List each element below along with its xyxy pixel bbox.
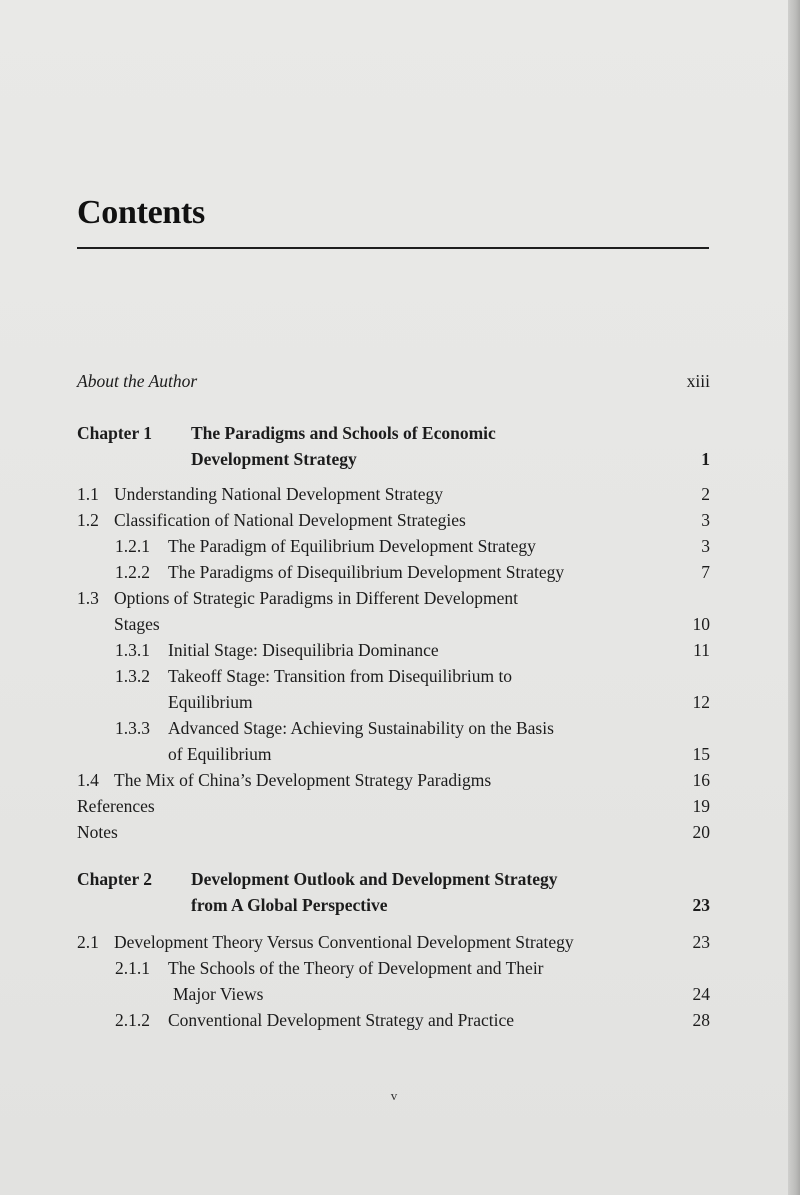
subsection-number: 1.3.2: [115, 666, 150, 686]
chapter-label: Chapter 1: [77, 423, 153, 443]
toc-page-number: xiii: [686, 371, 710, 391]
toc-page-number: 24: [692, 984, 710, 1004]
page-edge: [788, 0, 800, 1195]
toc-page-number: 23: [692, 932, 710, 952]
toc-page-number: 3: [701, 510, 710, 530]
chapter-title-continued: from A Global Perspective: [191, 895, 388, 915]
section-number: 1.4: [77, 770, 99, 790]
toc-subsection-1-3-2-line1[interactable]: [77, 663, 710, 689]
toc-entry-about-author[interactable]: [77, 368, 710, 394]
toc-chapter-1-line1[interactable]: [77, 420, 710, 446]
section-title: Understanding National Development Strategy: [114, 484, 444, 504]
page-title: Contents: [77, 194, 205, 231]
title-rule: [77, 247, 709, 249]
toc-page-number: 3: [701, 536, 710, 556]
section-number: 1.2: [77, 510, 99, 530]
toc-section-1-4[interactable]: [77, 767, 710, 793]
toc-subsection-2-1-1-line1[interactable]: [77, 955, 710, 981]
toc-entry-references[interactable]: [77, 793, 710, 819]
subsection-number: 2.1.2: [115, 1010, 150, 1030]
subsection-title: Initial Stage: Disequilibria Dominance: [168, 640, 439, 660]
toc-entry-label: Notes: [77, 822, 118, 842]
toc-page-number: 23: [692, 895, 710, 915]
toc-subsection-1-2-2[interactable]: [77, 559, 710, 585]
toc-subsection-2-1-2[interactable]: [77, 1007, 710, 1033]
toc-page-number: 16: [692, 770, 710, 790]
section-number: 2.1: [77, 932, 99, 952]
toc-subsection-1-3-1[interactable]: [77, 637, 710, 663]
toc-chapter-2-line2[interactable]: [77, 892, 710, 918]
subsection-title: The Schools of the Theory of Development and Their: [168, 958, 544, 978]
chapter-title: The Paradigms and Schools of Economic: [191, 423, 496, 443]
toc-section-1-3-line1[interactable]: [77, 585, 710, 611]
toc-page-number: 10: [692, 614, 710, 634]
subsection-title: Advanced Stage: Achieving Sustainability on the Basis: [168, 718, 554, 738]
subsection-title-continued: Major Views: [173, 984, 264, 1004]
subsection-number: 1.3.3: [115, 718, 150, 738]
toc-page-number: 19: [692, 796, 710, 816]
section-number: 1.3: [77, 588, 99, 608]
toc-subsection-1-2-1[interactable]: [77, 533, 710, 559]
section-number: 1.1: [77, 484, 99, 504]
section-title: Development Theory Versus Conventional Development Strategy: [114, 932, 574, 952]
toc-subsection-1-3-3-line1[interactable]: [77, 715, 710, 741]
toc-section-2-1[interactable]: [77, 929, 710, 955]
subsection-number: 1.2.1: [115, 536, 150, 556]
toc-chapter-2-line1[interactable]: [77, 866, 710, 892]
chapter-title-continued: Development Strategy: [191, 449, 357, 469]
toc-entry-label: About the Author: [77, 371, 198, 391]
toc-entry-label: References: [77, 796, 155, 816]
toc-page-number: 12: [692, 692, 710, 712]
toc-subsection-1-3-2-line2[interactable]: [77, 689, 710, 715]
toc-chapter-1-line2[interactable]: [77, 446, 710, 472]
toc-page-number: 2: [701, 484, 710, 504]
subsection-title: The Paradigms of Disequilibrium Development Strategy: [168, 562, 565, 582]
subsection-title: Takeoff Stage: Transition from Disequilibrium to: [168, 666, 513, 686]
subsection-title-continued: Equilibrium: [168, 692, 253, 712]
section-title: Options of Strategic Paradigms in Different Development: [114, 588, 519, 608]
toc-page-number: 1: [701, 449, 710, 469]
toc-page-number: 15: [692, 744, 710, 764]
chapter-title: Development Outlook and Development Strategy: [191, 869, 558, 889]
toc-page-number: 11: [693, 640, 710, 660]
subsection-number: 1.2.2: [115, 562, 150, 582]
subsection-title: The Paradigm of Equilibrium Development Strategy: [168, 536, 536, 556]
subsection-title-continued: of Equilibrium: [168, 744, 272, 764]
page-folio: v: [390, 1088, 398, 1103]
toc-page-number: 7: [701, 562, 710, 582]
toc-page-number: 28: [692, 1010, 710, 1030]
toc-subsection-1-3-3-line2[interactable]: [77, 741, 710, 767]
chapter-label: Chapter 2: [77, 869, 153, 889]
subsection-title: Conventional Development Strategy and Practice: [168, 1010, 515, 1030]
subsection-number: 1.3.1: [115, 640, 150, 660]
section-title-continued: Stages: [114, 614, 160, 634]
toc-section-1-3-line2[interactable]: [77, 611, 710, 637]
toc-page-number: 20: [692, 822, 710, 842]
section-title: Classification of National Development Strategies: [114, 510, 466, 530]
toc-entry-notes[interactable]: [77, 819, 710, 845]
toc-subsection-2-1-1-line2[interactable]: [77, 981, 710, 1007]
toc-section-1-1[interactable]: [77, 481, 710, 507]
toc-section-1-2[interactable]: [77, 507, 710, 533]
subsection-number: 2.1.1: [115, 958, 150, 978]
section-title: The Mix of China’s Development Strategy Paradigms: [114, 770, 492, 790]
